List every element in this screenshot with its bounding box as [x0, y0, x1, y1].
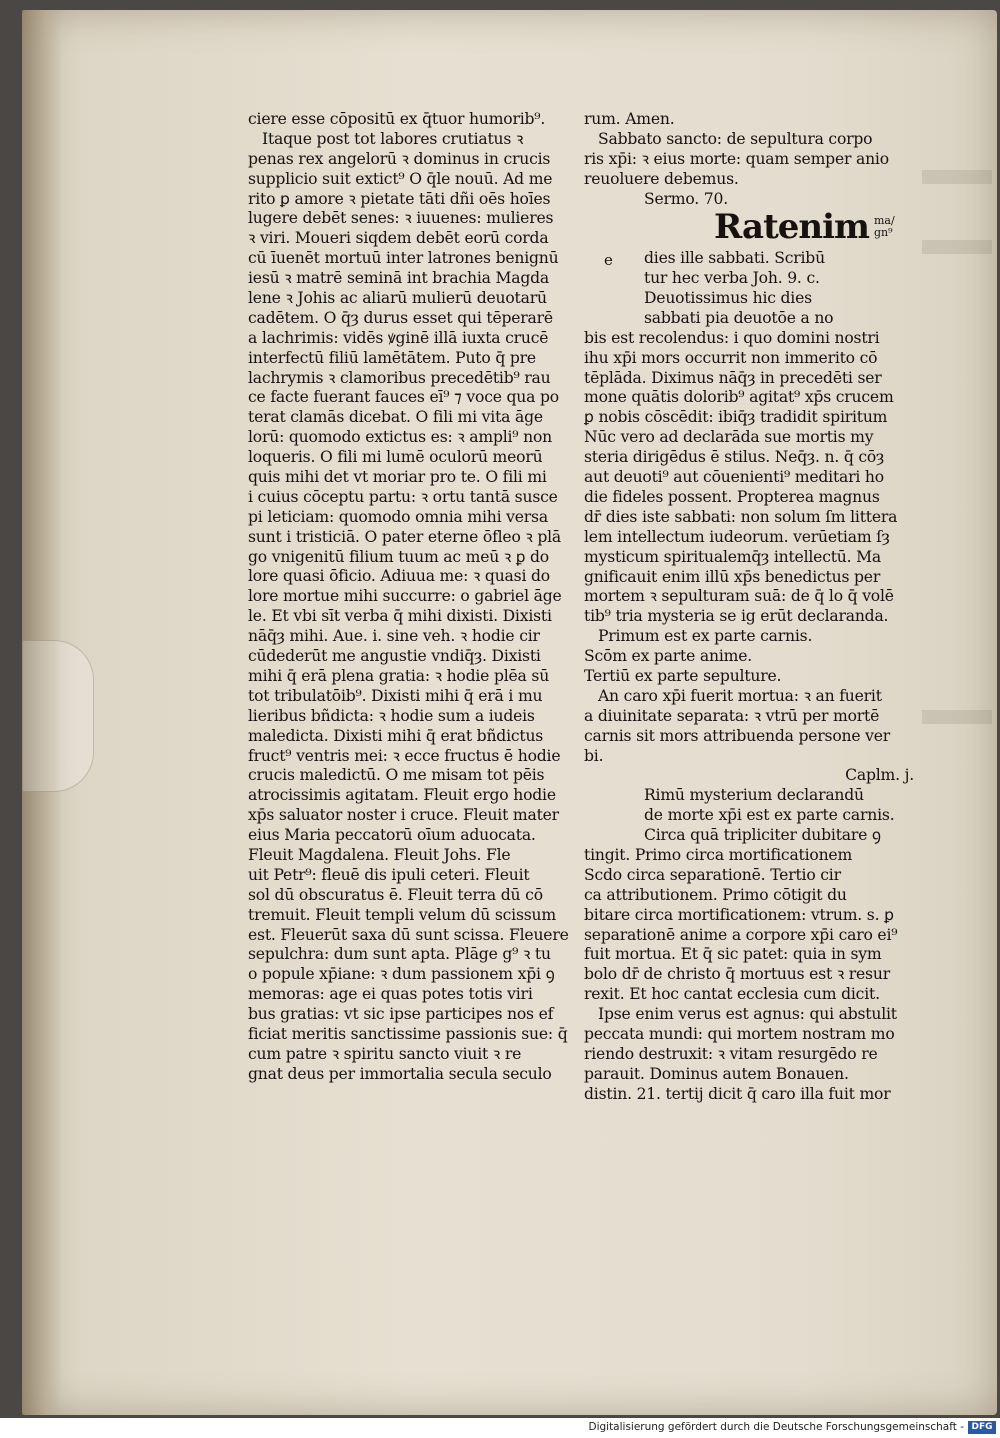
text-line: die fideles possent. Propterea magnus [584, 487, 880, 506]
text-line: eius Maria peccatorū oīum aduocata. [248, 826, 536, 845]
footer-credit: Digitalisierung gefördert durch die Deutsche Forschungsgemeinschaft - [588, 1421, 964, 1433]
text-line: tremuit. Fleuit templi velum dū scissum [248, 905, 556, 924]
text-line: aut deuoti⁹ aut cōuenienti⁹ meditari ho [584, 468, 884, 487]
text-line: tingit. Primo circa mortificationem [584, 845, 853, 864]
text-line: gnat deus per immortalia secula seculo [248, 1064, 552, 1083]
text-line: tib⁹ tria mysteria se ig erūt declaranda. [584, 607, 889, 626]
text-line: ca attributionem. Primo cōtigit du [584, 885, 847, 904]
text-line: sunt i tristiciā. O pater eterne ōfleo ꝛ plā [248, 527, 562, 546]
dropcap-heading: Ratenim [714, 207, 870, 248]
text-line: reuoluere debemus. [584, 169, 739, 188]
text-line: mysticum spiritualemq̄ȝ intellectū. Ma [584, 547, 882, 566]
text-line: Sabbato sancto: de sepultura corpo [598, 129, 873, 148]
text-line: Sermo. 70. [644, 189, 728, 208]
text-line: atrocissimis agitatam. Fleuit ergo hodie [248, 786, 556, 805]
bleed-through [922, 170, 992, 184]
text-line: go vnigenitū filium tuum ac meū ꝛ ꝑ do [248, 547, 549, 566]
text-line: carnis sit mors attribuenda persone ver [584, 726, 891, 745]
text-line: Itaque post tot labores crutiatus ꝛ [262, 129, 524, 148]
right-column [584, 110, 918, 1105]
text-line: le. Et vbi sīt verba q̄ mihi dixisti. Dixisti [248, 607, 552, 626]
text-line: ciere esse cōpositū ex q̄tuor humorib⁹. [248, 110, 546, 128]
bleed-through [922, 710, 992, 724]
text-line: quis mihi det vt moriar pro te. O fili mi [248, 468, 547, 487]
text-line: Deuotissimus hic dies [644, 289, 812, 308]
text-line: bi. [584, 746, 604, 765]
text-line: riendo destruxit: ꝛ vitam resurgēdo re [584, 1044, 878, 1063]
text-line: interfectū filiū lamētātem. Puto q̄ pre [248, 348, 536, 367]
text-line: a lachrimis: vidēs ꝟginē illā iuxta crucē [248, 328, 549, 347]
text-line: rum. Amen. [584, 110, 675, 128]
text-line: de morte xp̄i est ex parte carnis. [644, 806, 895, 825]
text-line: maledicta. Dixisti mihi q̄ erat bñdictus [248, 726, 544, 745]
text-line: lorū: quomodo extictus es: ꝛ ampli⁹ non [248, 428, 552, 447]
text-line: a diuinitate separata: ꝛ vtrū per mortē [584, 706, 880, 725]
text-line: memoras: age ei quas potes totis viri [248, 985, 533, 1004]
dfg-logo: DFG [968, 1421, 996, 1434]
text-line: lachrymis ꝛ clamoribus precedētib⁹ rau [248, 368, 551, 387]
text-line: Capl̄m. j. [845, 766, 914, 785]
text-line: iesū ꝛ matrē seminā int̄ brachia Magda [248, 269, 549, 288]
text-line: mortem ꝛ sepulturam suā: de q̄ lo q̄ volē [584, 587, 894, 606]
text-line: ꝛ viri. Moueri siqdem debēt eorū corda [248, 229, 549, 248]
text-line: rexit. Et hoc cantat ecclesia cum dicit. [584, 985, 880, 1004]
text-line: lene ꝛ Johis ac aliarū mulierū deuotarū [248, 289, 547, 308]
text-line: Primum est ex parte carnis. [598, 627, 813, 646]
text-line: separationē anime a corpore xp̄i caro ei⁹ [584, 925, 898, 944]
text-line: xp̄s saluator noster i cruce. Fleuit mater [248, 806, 559, 825]
text-line: i cuius cōceptu partu: ꝛ ortu tantā susce [248, 487, 558, 506]
text-line: cū īuenēt mortuū inter latrones benignū [248, 249, 559, 268]
text-line: ꝑ nobis cōscēdit: ibiq̄ȝ tradidit spiritum [584, 408, 888, 427]
text-line: o popule xp̄iane: ꝛ dum passionem xp̄i ꝯ [248, 965, 555, 984]
text-line: nāq̄ȝ mihi. Aue. i. sine veh. ꝛ hodie cir [248, 627, 540, 646]
text-line: supplicio suit extict⁹ O q̄le nouū. Ad me [248, 169, 553, 188]
text-line: Fleuit Magdalena. Fleuit Johs. Fle [248, 845, 511, 864]
guide-letter: e [604, 251, 613, 270]
text-line: loqueris. O fili mi lumē oculorū meorū [248, 448, 543, 467]
text-line: distin. 21. tertij dicit q̄ caro illa fuit mor [584, 1084, 891, 1103]
text-line: tur hec verba Joh. 9. c. [644, 269, 820, 288]
text-line: ce facte fuerant fauces eī⁹ ⁊ voce qua po [248, 388, 559, 407]
text-line: lieribus bñdicta: ꝛ hodie sum a iudeis [248, 706, 535, 725]
text-line: cum patre ꝛ spiritu sancto viuit ꝛ re [248, 1044, 522, 1063]
text-line: Scdo circa separationē. Tertio cir [584, 865, 841, 884]
text-line: mone quātis dolorib⁹ agitat⁹ xp̄s crucem [584, 388, 894, 407]
text-line: lore mortue mihi succurre: o gabriel āge [248, 587, 562, 606]
text-line: terat clamās dicebat. O fili mi vita āge [248, 408, 543, 427]
text-line: rito ꝑ amore ꝛ pietate tāti dñi oēs hoīes [248, 189, 551, 208]
clip-tab [22, 640, 94, 792]
text-line: sabbati pia deuotōe a no [644, 308, 834, 327]
text-line: mihi q̄ erā plena gratia: ꝛ hodie plēa sū [248, 666, 550, 685]
text-line: dr̄ dies iste sabbati: non solum ſm littera [584, 507, 898, 526]
text-line: bus gratias: vt sic ipse participes nos ef [248, 1005, 554, 1024]
text-line: ris xp̄i: ꝛ eius morte: quam semper anio [584, 149, 889, 168]
text-line: gnificauit enim illū xp̄s benedictus per [584, 567, 881, 586]
text-line: fuit mortua. Et q̄ sic patet: quia in sym [584, 945, 882, 964]
text-line: steria dirigēdus ē stilus. Neq̄ȝ. n. q̄ cōȝ [584, 448, 885, 467]
text-line: uit Petr⁹: fleuē dis ipuli ceteri. Fleuit [248, 865, 530, 884]
text-line: Nūc vero ad declarāda sue mortis my [584, 428, 874, 447]
text-line: penas rex angelorū ꝛ dominus in crucis [248, 149, 551, 168]
bleed-through [922, 240, 992, 254]
text-line: cadētem. O q̄ȝ durus esset qui tēperarē [248, 308, 553, 327]
text-line: bis est recolendus: i quo domini nostri [584, 328, 880, 347]
text-line: lem intellectum iudeorum. verūetiam ſȝ [584, 527, 890, 546]
text-line: ihu xp̄i mors occurrit non immerito cō [584, 348, 878, 367]
text-line: tēplāda. Diximus nāq̄ȝ in precedēti ser [584, 368, 882, 387]
text-line: peccata mundi: qui mortem nostram mo [584, 1024, 895, 1043]
text-line: pi leticiam: quomodo omnia mihi versa [248, 507, 548, 526]
text-line: Circa quā tripliciter dubitare ꝯ [644, 826, 881, 845]
left-column [248, 110, 578, 1085]
text-line: bitare circa mortificationem: vtrum. s. ꝑ [584, 905, 894, 924]
text-line: dies ille sabbati. Scribū [644, 249, 825, 268]
text-line: tot tribulatōib⁹. Dixisti mihi q̄ erā i mu [248, 686, 543, 705]
text-line: cūdederūt me angustie vndiq̄ȝ. Dixisti [248, 647, 541, 666]
text-line: sepulchra: dum sunt apta. Plāge g⁹ ꝛ tu [248, 945, 551, 964]
text-line: lugere debēt senes: ꝛ iuuenes: mulieres [248, 209, 554, 228]
dropcap-superscript: ma/ gn⁹ [874, 214, 895, 240]
text-line: parauit. Dominus autem Bonauen. [584, 1064, 849, 1083]
text-line: fruct⁹ ventris mei: ꝛ ecce fructus ē hodie [248, 746, 561, 765]
text-line: Ipse enim verus est agnus: qui abstulit [598, 1005, 897, 1024]
text-line: bolo dr̄ de christo q̄ mortuus est ꝛ resur [584, 965, 890, 984]
footer-bar [0, 1418, 1000, 1438]
text-line: An caro xp̄i fuerit mortua: ꝛ an fuerit [598, 686, 882, 705]
text-line: sol dū obscuratus ē. Fleuit terra dū cō [248, 885, 543, 904]
text-line: est. Fleuerūt saxa dū sunt scissa. Fleuere [248, 925, 569, 944]
text-line: Tertiū ex parte sepulture. [584, 666, 782, 685]
text-line: Rimū mysterium declarandū [644, 786, 864, 805]
text-line: Scōm ex parte anime. [584, 647, 753, 666]
text-line: ficiat meritis sanctissime passionis sue: q̄ [248, 1024, 568, 1043]
text-line: lore quasi ōficio. Adiuua me: ꝛ quasi do [248, 567, 550, 586]
text-line: crucis maledictū. O me misam tot pēis [248, 766, 545, 785]
